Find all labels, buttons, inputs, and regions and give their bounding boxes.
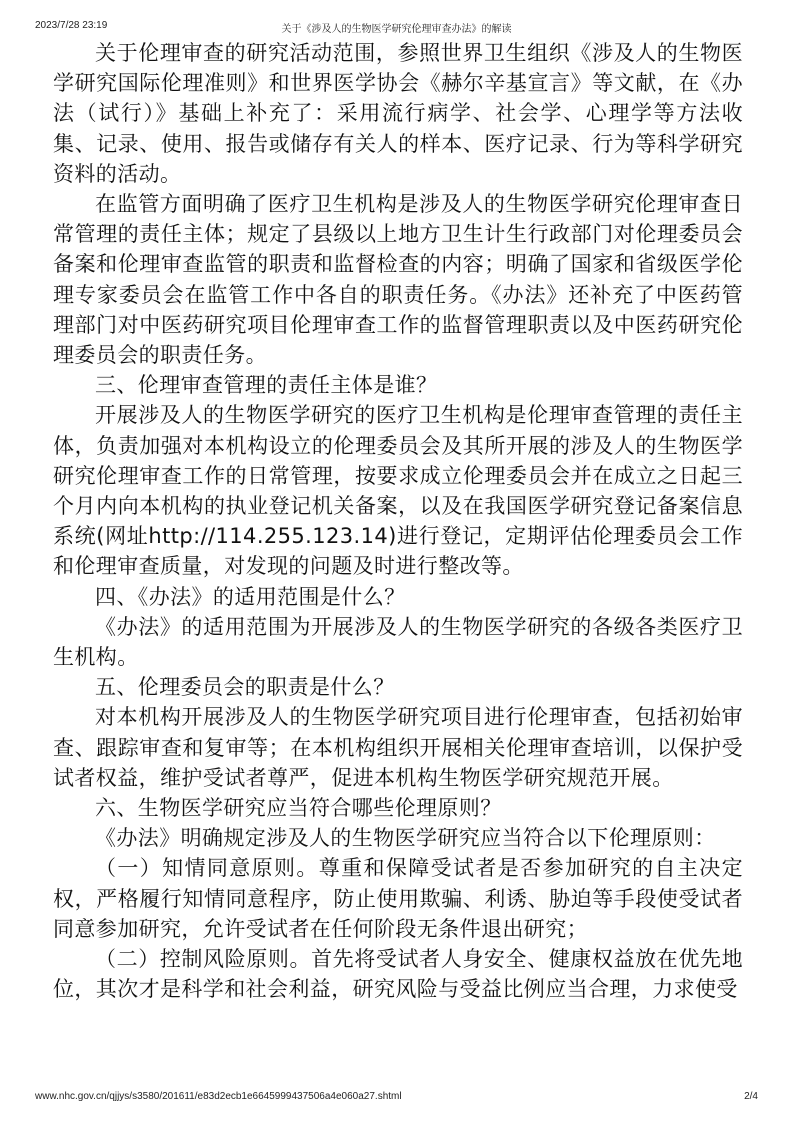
- paragraph-risk-control: （二）控制风险原则。首先将受试者人身安全、健康权益放在优先地位，其次才是科学和社会利益，研究风险与受益比例应当合理，力求使受: [53, 947, 743, 1002]
- page-url: www.nhc.gov.cn/qjjys/s3580/201611/e83d2ecb1e6645999437506a4e060a27.shtml: [35, 1091, 402, 1102]
- paragraph-supervision: 在监管方面明确了医疗卫生机构是涉及人的生物医学研究伦理审查日常管理的责任主体；规定了县级以上地方卫生计生行政部门对伦理委员会备案和伦理审查监管的职责和监督检查的内容；明确了国家和省级医学伦理专家委员会在监管工作中各自的职责任务。《办法》还补充了中医药管理部门对中医药研究项目伦理审查工作的监督管理职责以及中医药研究伦理委员会的职责任务。: [53, 192, 743, 368]
- article-body: [53, 38, 743, 1005]
- paragraph-responsible-entity: 开展涉及人的生物医学研究的医疗卫生机构是伦理审查管理的责任主体，负责加强对本机构设立的伦理委员会及其所开展的涉及人的生物医学研究伦理审查工作的日常管理，按要求成立伦理委员会并在成立之日起三个月内向本机构的执业登记机关备案，以及在我国医学研究登记备案信息系统(网址http://114.255.123.14)进行登记，定期评估伦理委员会工作和伦理审查质量，对发现的问题及时进行整改等。: [53, 403, 743, 579]
- page-header-title: 关于《涉及人的生物医学研究伦理审查办法》的解读: [281, 24, 512, 35]
- section-heading-3: 三、伦理审查管理的责任主体是谁？: [95, 373, 438, 398]
- page-number: 2/4: [744, 1091, 758, 1102]
- paragraph-principles-intro: 《办法》明确规定涉及人的生物医学研究应当符合以下伦理原则：: [95, 826, 716, 851]
- paragraph-committee-duties: 对本机构开展涉及人的生物医学研究项目进行伦理审查，包括初始审查、跟踪审查和复审等；在本机构组织开展相关伦理审查培训，以保护受试者权益，维护受试者尊严，促进本机构生物医学研究规范开展。: [53, 705, 743, 790]
- section-heading-5: 五、伦理委员会的职责是什么？: [95, 675, 395, 700]
- paragraph-applicability: 《办法》的适用范围为开展涉及人的生物医学研究的各级各类医疗卫生机构。: [53, 614, 743, 670]
- section-heading-6: 六、生物医学研究应当符合哪些伦理原则？: [95, 796, 502, 821]
- print-datetime: 2023/7/28 23:19: [35, 20, 108, 31]
- paragraph-informed-consent: （一）知情同意原则。尊重和保障受试者是否参加研究的自主决定权，严格履行知情同意程序，防止使用欺骗、利诱、胁迫等手段使受试者同意参加研究，允许受试者在任何阶段无条件退出研究；: [53, 856, 743, 941]
- section-heading-4: 四、《办法》的适用范围是什么？: [95, 584, 406, 609]
- paragraph-scope: 关于伦理审查的研究活动范围，参照世界卫生组织《涉及人的生物医学研究国际伦理准则》和世界医学协会《赫尔辛基宣言》等文献，在《办法（试行）》基础上补充了：采用流行病学、社会学、心理学等方法收集、记录、使用、报告或储存有关人的样本、医疗记录、行为等科学研究资料的活动。: [53, 41, 743, 186]
